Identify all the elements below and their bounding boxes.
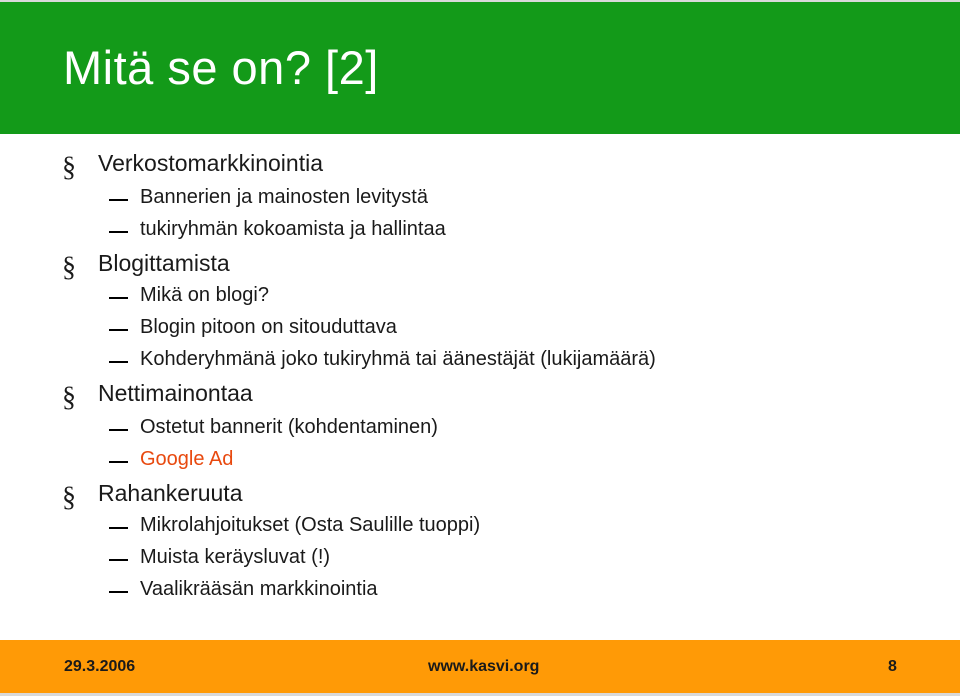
sub-bullet-text: Blogin pitoon on sitouduttava [140,316,397,338]
sub-bullet-text: Ostetut bannerit (kohdentaminen) [140,416,438,438]
section-sign-bullet-icon [60,250,82,282]
svg-text:§: § [62,382,76,412]
bullet-text: Verkostomarkkinointia [98,150,323,176]
sub-bullet-text: Bannerien ja mainosten levitystä [140,186,428,208]
section-sign-bullet-icon [60,380,82,412]
dash-bullet-icon [109,429,128,431]
dash-bullet-icon [109,329,128,331]
sub-bullet-text: Muista keräysluvat (!) [140,546,331,568]
dash-bullet-icon [109,297,128,299]
section-sign-bullet-icon [60,150,82,182]
google-ad-link[interactable]: Google Ad [140,448,234,470]
svg-text:§: § [62,152,76,182]
dash-bullet-icon [109,559,128,561]
dash-bullet-icon [109,231,128,233]
dash-bullet-icon [109,591,128,593]
title-bar [0,0,960,134]
footer-url[interactable]: www.kasvi.org [428,658,540,675]
dash-bullet-icon [109,199,128,201]
section-sign-bullet-icon [60,480,82,512]
slide-title: Mitä se on? [2] [63,41,379,94]
dash-bullet-icon [109,461,128,463]
bullet-text: Blogittamista [98,250,230,276]
sub-bullet-text: Kohderyhmänä joko tukiryhmä tai äänestäjät (lukijamäärä) [140,348,656,370]
sub-bullet-text: tukiryhmän kokoamista ja hallintaa [140,218,446,240]
sub-bullet-text: Vaalikrääsän markkinointia [140,578,378,600]
dash-bullet-icon [109,361,128,363]
footer-bar [0,640,960,696]
title-frame-line [0,0,960,2]
bullet-text: Nettimainontaa [98,380,253,406]
svg-text:§: § [62,482,76,512]
sub-bullet-text: Mikä on blogi? [140,284,269,306]
page-number: 8 [888,658,897,675]
bullet-text: Rahankeruuta [98,480,243,506]
dash-bullet-icon [109,527,128,529]
footer-date: 29.3.2006 [64,658,136,675]
svg-text:§: § [62,252,76,282]
sub-bullet-text: Mikrolahjoitukset (Osta Saulille tuoppi) [140,514,481,536]
